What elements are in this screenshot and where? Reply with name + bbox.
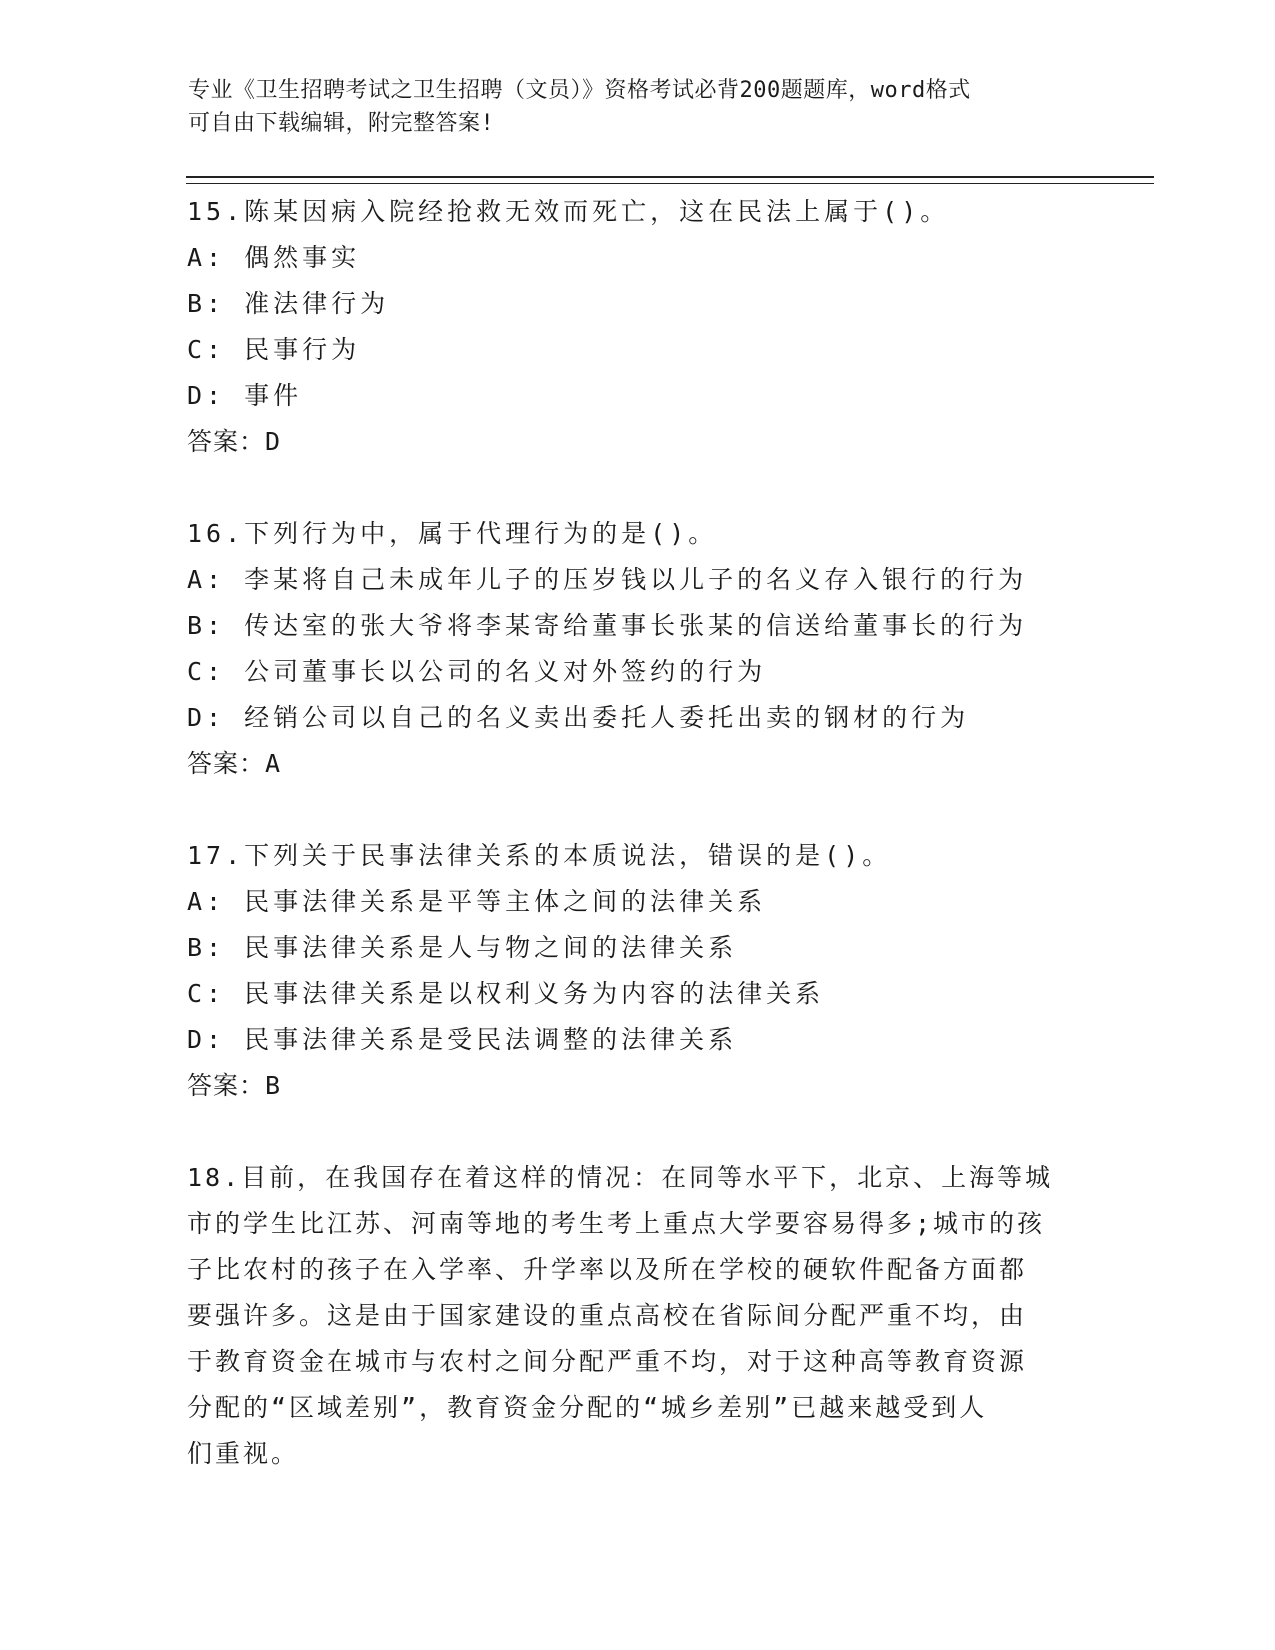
header-divider-thick	[186, 176, 1154, 178]
option-c: C: 民事法律关系是以权利义务为内容的法律关系	[187, 979, 825, 1008]
paragraph-line: 要强许多。这是由于国家建设的重点高校在省际间分配严重不均，由	[187, 1301, 1028, 1330]
option-d: D: 事件	[187, 381, 303, 410]
document-header	[188, 74, 1068, 140]
spacer	[187, 1109, 1087, 1155]
paragraph-line: 市的学生比江苏、河南等地的考生考上重点大学要容易得多;城市的孩	[187, 1209, 1046, 1238]
option-b: B: 传达室的张大爷将李某寄给董事长张某的信送给董事长的行为	[187, 611, 1028, 640]
question-stem: 17.下列关于民事法律关系的本质说法，错误的是()。	[187, 841, 892, 870]
document-body	[187, 189, 1087, 1477]
answer-line	[187, 1063, 1087, 1109]
question-stem: 15.陈某因病入院经抢救无效而死亡，这在民法上属于()。	[187, 197, 950, 226]
answer-value: B	[265, 1071, 281, 1100]
answer-line	[187, 419, 1087, 465]
answer-label: 答案：	[187, 1071, 266, 1100]
paragraph-line: 18.目前，在我国存在着这样的情况：在同等水平下，北京、上海等城	[187, 1163, 1054, 1192]
question-17	[187, 833, 1087, 1109]
option-a: A: 李某将自己未成年儿子的压岁钱以儿子的名义存入银行的行为	[187, 565, 1028, 594]
paragraph-line: 们重视。	[187, 1439, 300, 1468]
paragraph-line: 子比农村的孩子在入学率、升学率以及所在学校的硬软件配备方面都	[187, 1255, 1028, 1284]
paragraph-line: 于教育资金在城市与农村之间分配严重不均，对于这种高等教育资源	[187, 1347, 1028, 1376]
option-d: D: 民事法律关系是受民法调整的法律关系	[187, 1025, 738, 1054]
option-b: B: 民事法律关系是人与物之间的法律关系	[187, 933, 738, 962]
option-d: D: 经销公司以自己的名义卖出委托人委托出卖的钢材的行为	[187, 703, 970, 732]
header-divider-thin	[186, 183, 1154, 184]
option-b: B: 准法律行为	[187, 289, 390, 318]
paragraph-line: 分配的“区域差别”，教育资金分配的“城乡差别”已越来越受到人	[187, 1393, 988, 1422]
answer-value: A	[265, 749, 281, 778]
option-c: C: 民事行为	[187, 335, 361, 364]
header-line-2: 可自由下载编辑，附完整答案!	[188, 111, 495, 136]
option-a: A: 偶然事实	[187, 243, 361, 272]
answer-value: D	[265, 427, 281, 456]
option-a: A: 民事法律关系是平等主体之间的法律关系	[187, 887, 767, 916]
spacer	[187, 787, 1087, 833]
spacer	[187, 465, 1087, 511]
question-15	[187, 189, 1087, 465]
answer-label: 答案：	[187, 749, 266, 778]
option-c: C: 公司董事长以公司的名义对外签约的行为	[187, 657, 767, 686]
header-line-1: 专业《卫生招聘考试之卫生招聘（文员）》资格考试必背200题题库，word格式	[188, 78, 971, 103]
question-16	[187, 511, 1087, 787]
answer-line	[187, 741, 1087, 787]
question-18	[187, 1155, 1087, 1477]
answer-label: 答案：	[187, 427, 266, 456]
question-stem: 16.下列行为中，属于代理行为的是()。	[187, 519, 718, 548]
